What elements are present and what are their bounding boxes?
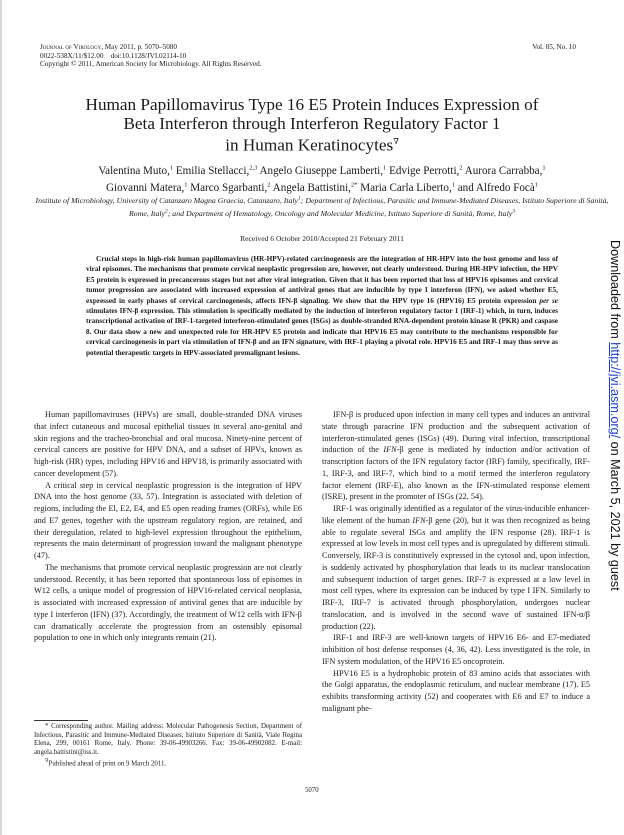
body-column-left [34, 409, 302, 644]
author: Marco Sgarbanti,$^2$ [187, 180, 271, 194]
author: Angela Battistini,$^{2*}$ [270, 180, 358, 194]
paragraph: IRF-1 was originally identified as a regulator of the virus-inducible enhancer-like element of the human IFN-β gene (20), but it was then recognized as being able to regulate several ISGs and amplify the IFN response (28). IRF-1 is expressed at low levels in most cell types and is upregulated by different stimuli. Conversely, IRF-3 is constitutively expressed in the cytosol and, upon infection, is suddenly activated by phosphorylation that leads to its nuclear translocation and subsequent induction of target genes. IRF-7 is expressed at a low level in most cell types, where its expression can be induced by type I IFN. Similarly to IRF-3, IRF-7 is activated through phosphorylation, undergoes nuclear translocation, and is involved in the second wave of sustained IFN-α/β production (22). [322, 504, 590, 631]
author: Aurora Carrabba,$^1$ [462, 164, 546, 177]
journal-name: Journal of Virology [40, 43, 102, 51]
corresponding-author-note: * Corresponding author. Mailing address: Molecular Pathogenesis Section, Department of Infectious, Parasitic and Immune-Mediated Diseases, Istituto Superiore di Sanità, Viale Regina Elena, 299, 00161 Rome, Italy. Phone: 39-06-49903266. Fax: 39-06-49902082. E-mail: angela.battistini@iss.it. [34, 723, 302, 757]
affiliation: ; and Department of Hematology, Oncology and Molecular Medicine, Istituto Superiore di Sanità, Rome, Italy$^3$ [167, 208, 515, 218]
body-column-right [322, 409, 590, 715]
journal-link[interactable]: http://jvi.asm.org/ [608, 342, 622, 439]
citation-text: , May 2011, p. 5070–5080 [101, 43, 177, 51]
author-list [32, 161, 612, 195]
received-dates: Received 6 October 2010/Accepted 21 February 2011 [240, 234, 404, 243]
abstract-italic: per se [539, 296, 558, 305]
issn-doi: 0022-538X/11/$12.00 doi:10.1128/JVI.02114-10 [40, 51, 187, 60]
affiliation: Institute of Microbiology, University of Catanzaro Magna Graecia, Catanzaro, Italy$^1$ [35, 195, 301, 205]
watermark-text: Downloaded from [608, 240, 622, 343]
volume-issue: Vol. 85, No. 10 [532, 43, 576, 51]
author: Angelo Giuseppe Lamberti,$^1$ [257, 164, 387, 177]
article-title [42, 96, 582, 155]
abstract-text: Crucial steps in high-risk human papillomavirus (HR-HPV)-related carcinogenesis are the integration of HR-HPV into the host genome and loss of viral episomes. The mechanisms that promote cervical neoplastic progression are, however, not clearly understood. During HR-HPV infection, the HPV E5 protein is expressed in precancerous stages but not after viral integration. Given that it has been reported that loss of HPV16 episomes and cervical tumor progression are associated with increased expression of antiviral genes that are inducible by type I interferon (IFN), we asked whether E5, expressed in early phases of cervical carcinogenesis, affects IFN-β signaling. We show that the HPV type 16 (HPV16) E5 protein expression [86, 255, 558, 305]
paragraph: HPV16 E5 is a hydrophobic protein of 83 amino acids that associates with the Golgi apparatus, the endoplasmic reticulum, and nuclear membrane (17). E5 exhibits transforming activity (52) and cooperates with E6 and E7 to induce a malignant phe- [322, 668, 590, 713]
title-line: Human Papillomavirus Type 16 E5 Protein Induces Expression of [85, 95, 539, 114]
abstract [86, 254, 558, 358]
affiliation: ; Department of Infectious, Parasitic and Immune-Mediated Diseases, Istituto Superiore di Sanità, Rome, Italy$^2$ [129, 195, 609, 218]
paragraph: The mechanisms that promote cervical neoplastic progression are not clearly understood. Recently, it has been reported that spontaneous loss of episomes in W12 cells, a unique model of progression of HPV16-related cervical neoplasia, is associated with increased expression of antiviral genes that are inducible by type I interferon (IFN) (37). Accordingly, the treatment of W12 cells with IFN-β can dramatically accelerate the progression from an ostensibly episomal population to one in which only integrants remain (21). [34, 562, 302, 643]
paragraph: Human papillomaviruses (HPVs) are small, double-stranded DNA viruses that infect cutaneous and mucosal epithelial tissues in several ano-genital and skin regions and the tracheo-bronchial and oral mucosa. Ninety-nine percent of cervical cancers are positive for HPV DNA, and a subset of HPVs, known as high-risk (HR) types, including HPV16 and HPV18, is primarily associated with cancer development (57). [34, 410, 302, 478]
published-ahead-mark: ∇ [393, 137, 399, 146]
journal-header [40, 43, 262, 69]
author: Maria Carla Liberto,$^1$ [357, 180, 455, 194]
author: Valentina Muto,$^1$ [98, 164, 174, 177]
abstract-text: stimulates IFN-β expression. This stimulation is specifically mediated by the induction of interferon regulatory factor 1 (IRF-1) which, in turn, induces transcriptional activation of IRF-1-targeted interferon-stimulated genes (ISGs) as double-stranded RNA-dependent protein kinase R (PKR) and caspase 8. Our data show a new and unexpected role for HR-HPV E5 protein and indicate that HPV16 E5 may contribute to the mechanisms responsible for cervical carcinogenesis in part via stimulation of IFN-β and an IFN signature, with IRF-1 playing a pivotal role. HPV16 E5 and IRF-1 may thus serve as potential therapeutic targets in HPV-associated premalignant lesions. [86, 307, 558, 357]
author: Edvige Perrotti,$^2$ [386, 164, 463, 177]
download-watermark [608, 240, 622, 591]
paragraph: IFN-β is produced upon infection in many cell types and induces an antiviral state through paracrine IFN production and the subsequent activation of interferon-stimulated genes (ISGs) (49). During viral infection, transcriptional induction of the IFN-β gene is mediated by induction and/or activation of transcription factors of the IFN regulatory factor (IRF) family, specifically, IRF-1, IRF-3, and IRF-7, which bind to a motif termed the interferon regulatory factor element (IRF-E), also known as the IFN-stimulated response element (ISRE), present in the promoter of ISGs (22, 54). [322, 410, 590, 502]
journal-citation [40, 43, 262, 52]
title-text: in Human Keratinocytes [225, 135, 394, 155]
author: and Alfredo Focà$^1$ [454, 180, 539, 194]
copyright: Copyright © 2011, American Society for Microbiology. All Rights Reserved. [40, 60, 262, 69]
author: Giovanni Matera,$^1$ [105, 180, 188, 194]
author: Emilia Stellacci,$^{2,3}$ [173, 164, 258, 177]
published-ahead-note: ∇Published ahead of print on 9 March 2011. [45, 758, 167, 768]
watermark-text: on March 5, 2021 by guest [608, 438, 622, 591]
footnote-divider [34, 720, 88, 721]
title-line: Beta Interferon through Interferon Regulatory Factor 1 [123, 113, 501, 133]
title-line [42, 133, 582, 155]
page-number: 5070 [305, 787, 319, 794]
footnotes [34, 723, 302, 769]
paragraph: A critical step in cervical neoplastic progression is the integration of HPV DNA into the host genome (33, 57). Integration is associated with deletion of regions, including the El, E2, E4, and E5 open reading frames (ORFs), while E6 and E7 genes, together with the upstream regulatory region, are retained, and their deregulation, related to high-level expression throughout the epithelium, represents the main determinant of progression toward the malignant phenotype (47). [34, 480, 302, 560]
affiliations [32, 193, 612, 220]
paragraph: IRF-1 and IRF-3 are well-known targets of HPV16 E6- and E7-mediated inhibition of host defense responses (4, 36, 42). Less investigated is the role, in IFN system modulation, of the HPV16 E5 oncoprotein. [322, 633, 590, 666]
